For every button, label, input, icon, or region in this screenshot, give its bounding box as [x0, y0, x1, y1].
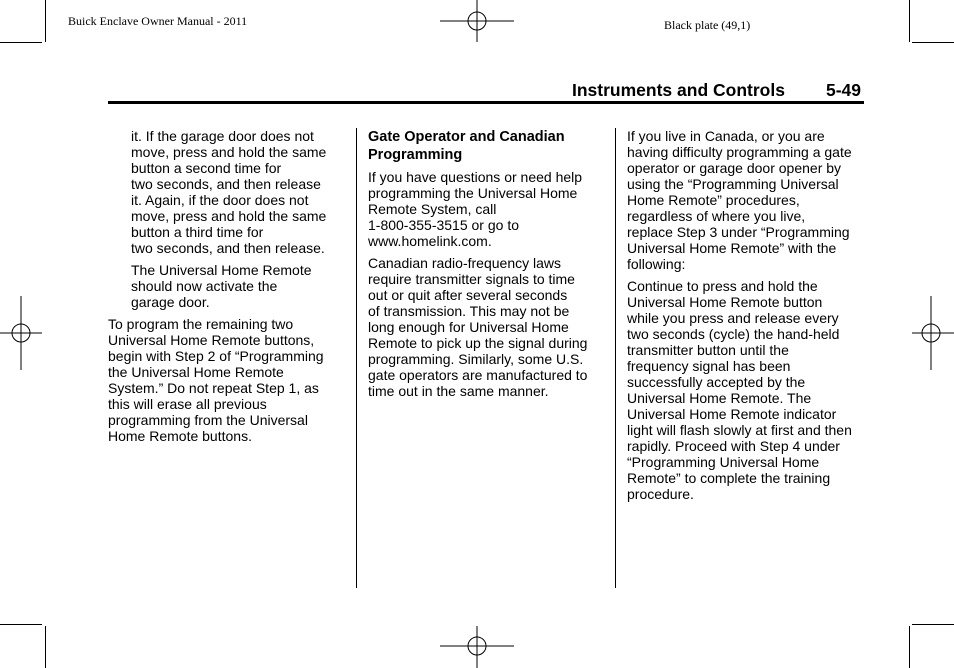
paragraph-step-continuation: it. If the garage door does not move, press and hold the same button a second time for two seconds, and then release it. Again, if the door does not move, press and hold the same button a third time for two seconds, and then release.	[131, 128, 327, 256]
column-middle	[368, 128, 608, 405]
paragraph-canada: If you live in Canada, or you are having difficulty programming a gate operator or garage door opener by using the “Programming Universal Home Remote” procedures, regardless of where you live, replace Step 3 under “Programming Universal Home Remote” with the following:	[627, 128, 852, 272]
crop-mark-top-right-horizontal	[912, 42, 954, 43]
page-number: 5-49	[826, 80, 862, 100]
paragraph-continue-press: Continue to press and hold the Universal Home Remote button while you press and release every two seconds (cycle) the hand-held transmitter button until the frequency signal has been successfully accepted by the Universal Home Remote. The Universal Home Remote indicator light will flash slowly at first and then rapidly. Proceed with Step 4 under “Programming Universal Home Remote” to complete the training procedure.	[627, 278, 852, 502]
manual-title: Buick Enclave Owner Manual - 2011	[68, 14, 248, 28]
registration-mark-bottom-icon	[440, 626, 514, 668]
crop-mark-top-left-horizontal	[0, 42, 42, 43]
crop-mark-top-right-vertical	[909, 0, 910, 42]
registration-mark-left-icon	[0, 296, 42, 370]
header-rule	[108, 101, 864, 104]
crop-mark-bottom-left-vertical	[45, 626, 46, 668]
crop-mark-bottom-left-horizontal	[0, 624, 42, 625]
column-divider-2	[615, 128, 616, 588]
crop-mark-bottom-right-vertical	[909, 626, 910, 668]
paragraph-contact: If you have questions or need help programming the Universal Home Remote System, call 1-800-355-3515 or go to www.homelink.com.	[368, 169, 583, 249]
plate-label: Black plate (49,1)	[664, 18, 751, 32]
registration-mark-right-icon	[912, 296, 954, 370]
registration-mark-top-icon	[440, 0, 514, 42]
column-right	[627, 128, 867, 508]
section-title: Instruments and Controls	[572, 80, 785, 100]
column-left	[108, 128, 348, 450]
paragraph-remaining-buttons: To program the remaining two Universal Home Remote buttons, begin with Step 2 of “Programming the Universal Home Remote System.” Do not repeat Step 1, as this will erase all previous programming from the Universal Home Remote buttons.	[108, 316, 324, 444]
crop-mark-bottom-right-horizontal	[912, 624, 954, 625]
paragraph-radio-laws: Canadian radio-frequency laws require transmitter signals to time out or quit after several seconds of transmission. This may not be long enough for Universal Home Remote to pick up the signal during programming. Similarly, some U.S. gate operators are manufactured to time out in the same manner.	[368, 255, 588, 399]
section-heading: Gate Operator and Canadian Programming	[368, 129, 565, 163]
paragraph-activation: The Universal Home Remote should now activate the garage door.	[131, 262, 312, 310]
column-divider-1	[356, 128, 357, 588]
crop-mark-top-left-vertical	[45, 0, 46, 42]
